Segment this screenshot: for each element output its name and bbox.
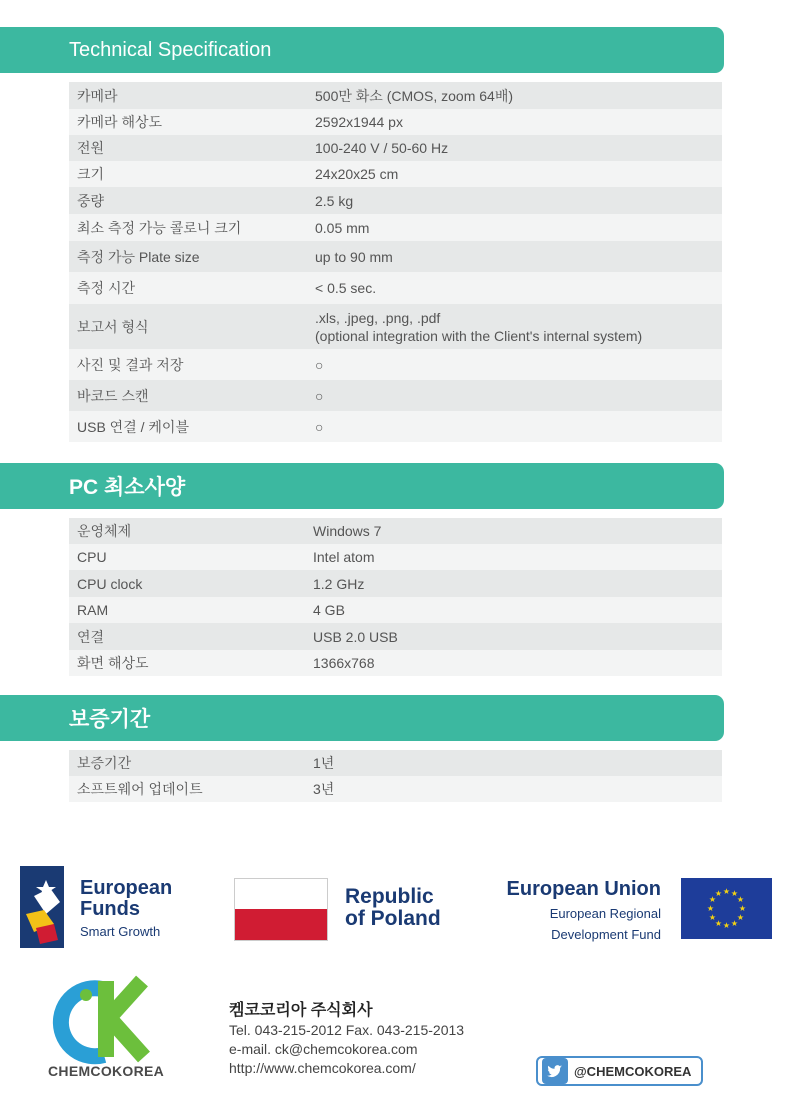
svg-text:★: ★ [730,889,739,898]
section-title: Technical Specification [69,38,272,61]
eu-line3: Development Fund [551,927,661,942]
company-name: 켐코코리아 주식회사 [229,1002,373,1019]
table-row [69,544,722,570]
row-label: 운영체제 [77,523,132,539]
warranty-table [69,750,722,802]
row-value: 1.2 GHz [313,575,365,592]
row-label: 전원 [77,140,105,156]
row-label: 최소 측정 가능 콜로니 크기 [77,219,242,236]
row-value: 500만 화소 (CMOS, zoom 64배) [315,87,514,104]
row-value: Intel atom [313,549,375,565]
row-label: 크기 [77,166,105,182]
row-label: 보증기간 [77,755,132,771]
eu-flag-icon [681,878,772,939]
svg-text:★: ★ [722,921,731,930]
row-value: < 0.5 sec. [315,280,377,296]
row-value: USB 2.0 USB [313,628,398,645]
poland-line2: of Poland [345,907,441,930]
row-value: ○ [315,387,324,404]
row-label: CPU [77,549,107,565]
svg-text:★: ★ [708,913,717,922]
svg-text:★: ★ [722,887,731,896]
row-value: 0.05 mm [315,219,370,236]
row-value: Windows 7 [313,523,382,539]
brand-name: CHEMCOKOREA [48,1063,165,1079]
twitter-handle[interactable] [536,1056,703,1086]
svg-text:★: ★ [706,904,715,913]
row-label: CPU clock [77,575,143,592]
section-title: 보증기간 [69,708,151,731]
svg-text:★: ★ [708,895,717,904]
row-value: 1366x768 [313,655,375,671]
section-title: PC 최소사양 [69,476,186,499]
phone-fax: Tel. 043-215-2012 Fax. 043-215-2013 [229,1022,465,1038]
row-label: 소프트웨어 업데이트 [77,781,203,797]
european-funds-line3: Smart Growth [80,924,161,939]
table-row [69,135,722,161]
row-value-line1: .xls, .jpeg, .png, .pdf [315,309,441,326]
eu-text [507,878,661,943]
row-label: 카메라 [77,87,118,104]
row-value: ○ [315,418,324,435]
poland-text [345,886,441,930]
table-row [69,214,722,241]
table-row [69,187,722,214]
row-label: 보고서 형식 [77,318,149,335]
row-value: 24x20x25 cm [315,166,399,182]
email: e-mail. ck@chemcokorea.com [229,1041,418,1057]
row-value: 2.5 kg [315,192,354,209]
company-info [229,1001,464,1078]
row-value: 4 GB [313,602,345,618]
row-value: 3년 [313,781,335,797]
table-row [69,380,722,411]
table-row [69,241,722,272]
twitter-icon [542,1058,568,1084]
footer [0,975,793,1085]
table-row [69,82,722,109]
svg-text:★: ★ [738,904,747,913]
row-label: USB 연결 / 케이블 [77,418,189,435]
row-label: 측정 시간 [77,280,135,296]
table-row [69,623,722,650]
table-row [69,750,722,776]
row-value: ○ [315,356,324,373]
twitter-handle-text: @CHEMCOKOREA [574,1063,692,1079]
eu-line1: European Union [506,878,661,900]
european-funds-line1: European [80,877,173,899]
svg-text:★: ★ [714,919,723,928]
section-header-warranty [0,695,724,741]
tech-spec-table [69,82,722,442]
row-label: 바코드 스캔 [77,387,149,404]
table-row [69,304,722,349]
section-header-tech [0,27,724,73]
table-row [69,109,722,135]
website-link[interactable]: http://www.chemcokorea.com/ [229,1060,416,1076]
table-row [69,776,722,802]
table-row [69,161,722,187]
european-funds-line2: Funds [80,898,140,920]
table-row [69,518,722,544]
table-row [69,650,722,676]
row-value: 100-240 V / 50-60 Hz [315,140,449,156]
svg-text:★: ★ [714,889,723,898]
row-label: 측정 가능 Plate size [77,248,200,265]
table-row [69,570,722,597]
row-value: up to 90 mm [315,248,393,265]
row-label: 카메라 해상도 [77,114,163,130]
table-row [69,349,722,380]
european-funds-text [80,878,172,939]
row-label: 사진 및 결과 저장 [77,356,184,373]
poland-line1: Republic [345,885,434,908]
row-value [315,309,722,345]
row-label: 화면 해상도 [77,655,149,671]
table-row [69,411,722,442]
row-value: 2592x1944 px [315,114,403,130]
svg-text:★: ★ [736,895,745,904]
pc-spec-table [69,518,722,676]
row-label: RAM [77,602,109,618]
funding-logos [0,862,793,952]
poland-flag-icon [234,878,328,941]
row-label: 중량 [77,192,105,209]
eu-line2: European Regional [549,906,661,921]
svg-text:★: ★ [736,913,745,922]
svg-text:★: ★ [730,919,739,928]
european-funds-logo-icon [20,866,64,948]
section-header-pc [0,463,724,509]
row-value: 1년 [313,755,335,771]
table-row [69,272,722,304]
table-row [69,597,722,623]
row-label: 연결 [77,628,105,645]
row-value-line2: (optional integration with the Client's internal system) [315,327,643,344]
